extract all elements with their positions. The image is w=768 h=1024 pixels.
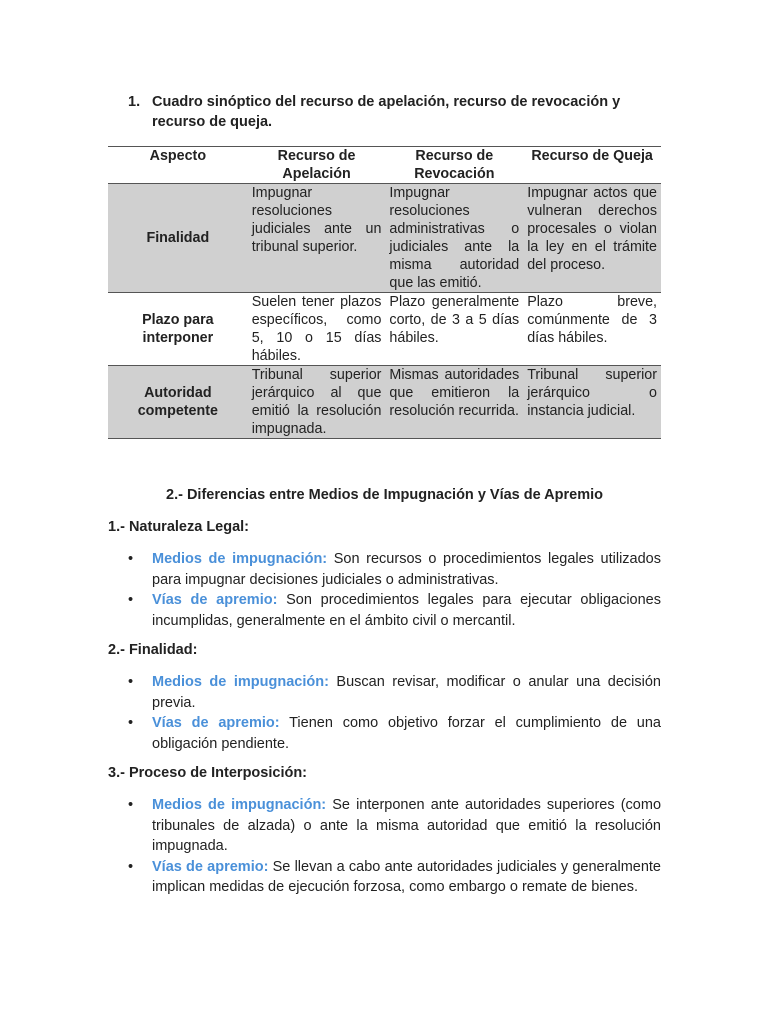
list-item <box>108 672 661 713</box>
bullet-icon: • <box>128 551 134 567</box>
subtitle: 2.- Diferencias entre Medios de Impugnación y Vías de Apremio <box>166 487 603 503</box>
list-item <box>108 857 661 898</box>
table-cell: Tribunal superior jerárquico o instancia judicial. <box>523 366 661 439</box>
section-title: 2.- Finalidad: <box>108 642 198 658</box>
bullet-icon: • <box>128 592 134 608</box>
item-label: Vías de apremio: <box>152 858 269 875</box>
item-label: Medios de impugnación: <box>152 674 329 690</box>
table-header: Aspecto <box>108 147 248 184</box>
item-text: Son procedimientos legales para ejecutar obligaciones incumplidas, generalmente en el ámbito civil o mercantil. <box>152 592 661 629</box>
aspect-cell: Plazo para interponer <box>108 293 248 366</box>
list-item <box>108 590 661 631</box>
item-label: Vías de apremio: <box>152 592 278 608</box>
table-row <box>108 366 661 439</box>
item-label: Medios de impugnación: <box>152 797 327 813</box>
item-text: Tienen como objetivo forzar el cumplimiento de una obligación pendiente. <box>152 715 661 752</box>
item-text: Se interponen ante autoridades superiores (como tribunales de alzada) o ante la misma autoridad que emitió la resolución impugnada. <box>152 797 662 854</box>
bullet-icon: • <box>128 858 134 875</box>
table-cell: Mismas autoridades que emitieron la resolución recurrida. <box>385 366 523 439</box>
item-text: Son recursos o procedimientos legales utilizados para impugnar decisiones judiciales o administrativas. <box>152 551 661 588</box>
item-text: Se llevan a cabo ante autoridades judiciales y generalmente implican medidas de ejecución forzosa, como embargo o remate de bienes. <box>152 858 661 895</box>
list-item <box>108 713 661 754</box>
heading <box>128 92 648 132</box>
comparison-table <box>108 146 661 439</box>
table-header: Recurso de Revocación <box>385 147 523 184</box>
table-row <box>108 293 661 366</box>
section-title: 1.- Naturaleza Legal: <box>108 519 250 535</box>
section-proceso <box>108 765 668 898</box>
table-cell: Tribunal superior jerárquico al que emitió la resolución impugnada. <box>248 366 386 439</box>
table-cell: Impugnar actos que vulneran derechos procesales o violan la ley en el trámite del proceso. <box>523 184 661 293</box>
bullet-icon: • <box>128 797 134 813</box>
item-text: Buscan revisar, modificar o anular una decisión previa. <box>152 674 661 711</box>
table-header-row <box>108 147 661 184</box>
heading-text: Cuadro sinóptico del recurso de apelación, recurso de revocación y recurso de queja. <box>152 94 621 130</box>
table-cell: Impugnar resoluciones judiciales ante un tribunal superior. <box>248 184 386 293</box>
heading-number: 1. <box>128 94 141 110</box>
bullet-icon: • <box>128 674 134 690</box>
section-naturaleza <box>108 519 668 631</box>
aspect-cell: Finalidad <box>108 184 248 293</box>
table-header: Recurso de Queja <box>523 147 661 184</box>
table-cell: Suelen tener plazos específicos, como 5, 10 o 15 días hábiles. <box>248 293 386 366</box>
table-cell: Plazo generalmente corto, de 3 a 5 días hábiles. <box>385 293 523 366</box>
table-header: Recurso de Apelación <box>248 147 386 184</box>
section-finalidad <box>108 642 668 754</box>
bullet-icon: • <box>128 715 134 731</box>
list-item <box>108 549 661 590</box>
list-item <box>108 795 661 857</box>
aspect-cell: Autoridad competente <box>108 366 248 439</box>
item-label: Medios de impugnación: <box>152 551 328 567</box>
table-row <box>108 184 661 293</box>
table-cell: Impugnar resoluciones administrativas o judiciales ante la misma autoridad que las emitió. <box>385 184 523 293</box>
section-title: 3.- Proceso de Interposición: <box>108 765 308 781</box>
item-label: Vías de apremio: <box>152 715 280 731</box>
table-cell: Plazo breve, comúnmente de 3 días hábiles. <box>523 293 661 366</box>
